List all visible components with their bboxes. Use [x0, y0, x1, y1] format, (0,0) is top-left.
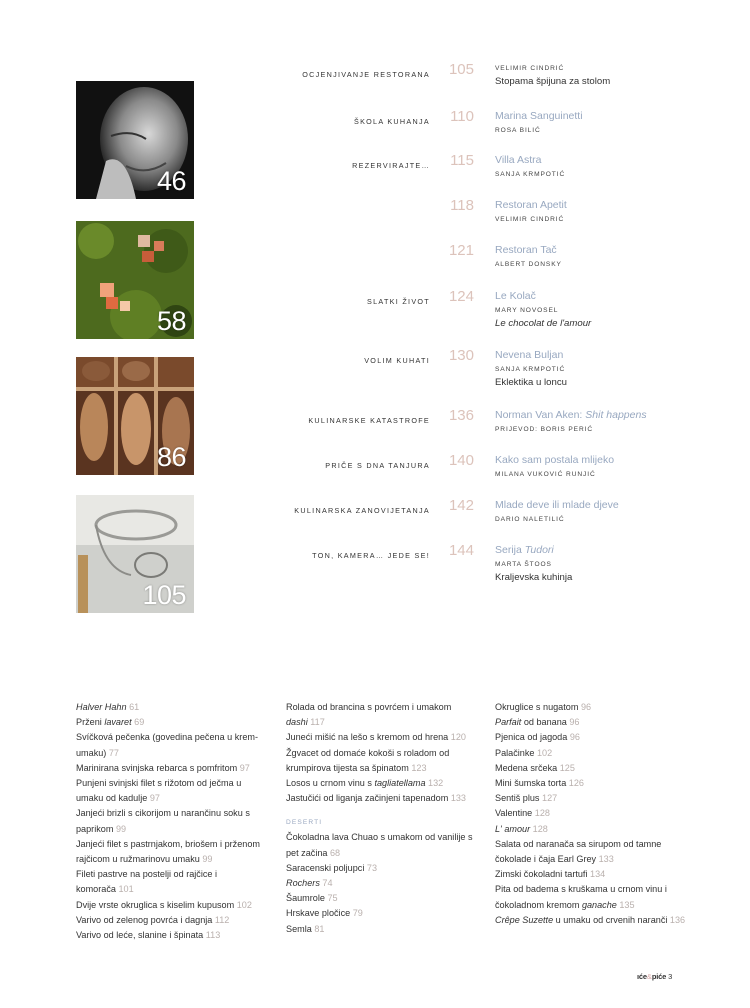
recipe-column-3 [495, 700, 705, 928]
recipe-line[interactable] [76, 791, 276, 806]
recipe-line[interactable] [286, 700, 486, 715]
recipe-line[interactable] [495, 700, 705, 715]
desserts-header: DESERTI [286, 819, 323, 827]
recipe-text: Svíčková pečenka (govedina pečena u krem- [76, 732, 258, 743]
recipe-line[interactable] [495, 776, 705, 791]
recipe-page-number: 77 [108, 747, 119, 758]
recipe-text: Saracenski poljupci [286, 862, 367, 873]
recipe-page-number: 97 [239, 762, 250, 773]
recipe-page-number: 133 [598, 854, 614, 865]
recipe-column-1 [76, 700, 276, 943]
page-number: 142 [448, 497, 474, 514]
recipe-line[interactable] [76, 837, 276, 852]
article-title-italic: Shit happens [585, 409, 647, 421]
contents-entry[interactable] [0, 110, 750, 156]
recipe-text: paprikom [76, 823, 116, 834]
recipe-page-number: 126 [568, 778, 584, 789]
recipe-page-number: 135 [619, 899, 635, 910]
author: ROSA BILIĆ [495, 127, 541, 134]
author: MILANA VUKOVIĆ RUNJIĆ [495, 471, 596, 478]
recipe-line[interactable] [495, 730, 705, 745]
recipe-line[interactable] [76, 715, 276, 730]
recipe-text: umaku od kadulje [76, 793, 150, 804]
recipe-line[interactable] [495, 822, 705, 837]
section-label: VOLIM KUHATI [364, 356, 430, 365]
folio-page-number: 3 [668, 972, 673, 981]
article-title [495, 409, 647, 421]
recipe-text: od banana [521, 717, 570, 728]
brand-name-a: ıće [637, 972, 647, 981]
recipe-text-italic: lavaret [104, 717, 132, 728]
thumb-page-number: 105 [142, 580, 186, 610]
recipe-page-number: 125 [559, 762, 575, 773]
contents-entry[interactable] [0, 499, 750, 545]
recipe-line[interactable] [286, 715, 486, 730]
recipe-text: Pita od badema s kruškama u crnom vinu i [495, 884, 667, 895]
contents-entry[interactable] [0, 63, 750, 109]
page-number: 124 [448, 288, 474, 305]
recipe-line[interactable] [495, 806, 705, 821]
recipe-page-number: 74 [322, 878, 333, 889]
recipe-page-number: 134 [590, 869, 606, 880]
recipe-page-number: 117 [310, 717, 325, 728]
contents-entry[interactable] [0, 154, 750, 200]
recipe-text: Sentiš plus [495, 793, 543, 804]
recipe-line[interactable] [495, 898, 705, 913]
contents-entry[interactable] [0, 349, 750, 395]
recipe-line[interactable] [286, 791, 486, 806]
author: DARIO NALETILIĆ [495, 516, 565, 523]
recipe-page-number: 79 [352, 908, 363, 919]
recipe-line[interactable] [286, 830, 486, 845]
author: SANJA KRMPOTIĆ [495, 366, 566, 373]
recipe-page-number: 128 [532, 823, 548, 834]
recipe-line[interactable] [286, 746, 486, 761]
section-label: KULINARSKA ZANOVIJETANJA [294, 506, 430, 515]
recipe-text: Fileti pastrve na postelji od rajčice i [76, 869, 218, 880]
page-number: 118 [450, 197, 474, 214]
recipe-text: Losos u crnom vinu s [286, 778, 375, 789]
recipe-text: Valentine [495, 808, 535, 819]
section-label: PRIČE S DNA TANJURA [325, 461, 430, 470]
recipe-line[interactable] [76, 700, 276, 715]
recipe-text: pet začina [286, 847, 330, 858]
recipe-text-italic: Rochers [286, 878, 320, 889]
recipe-page-number: 69 [134, 717, 145, 728]
recipe-page-number: 123 [411, 762, 427, 773]
recipe-line[interactable] [495, 882, 705, 897]
recipe-line[interactable] [76, 867, 276, 882]
author: MARY NOVOSEL [495, 307, 559, 314]
recipe-line[interactable] [495, 746, 705, 761]
contents-entry[interactable] [0, 544, 750, 590]
recipe-text-italic: ganache [581, 899, 617, 910]
section-label: ŠKOLA KUHANJA [353, 117, 430, 126]
article-title: Restoran Tač [495, 244, 557, 256]
article-title: Villa Astra [495, 154, 542, 166]
recipe-text-italic: L' amour [495, 823, 531, 834]
recipe-page-number: 128 [534, 808, 550, 819]
recipe-text-italic: Crêpe Suzette [495, 914, 554, 925]
recipe-text: Hrskave pločice [286, 908, 353, 919]
recipe-text: Žgvacet od domaće kokoši s roladom od [286, 747, 450, 758]
recipe-text: Čokoladna lava Chuao s umakom od vanilije s [286, 832, 473, 843]
recipe-text: Zimski čokoladni tartufi [495, 869, 591, 880]
contents-entry[interactable] [0, 454, 750, 500]
thumb-page-number: 58 [156, 306, 186, 336]
page-footer [637, 972, 672, 981]
page-number: 110 [450, 108, 474, 125]
recipe-line[interactable] [495, 852, 705, 867]
recipe-page-number: 132 [428, 778, 444, 789]
contents-entry[interactable] [0, 199, 750, 245]
recipe-text: Mini šumska torta [495, 778, 569, 789]
recipe-list-mains [286, 700, 486, 806]
page-number: 115 [450, 152, 474, 169]
author: PRIJEVOD: BORIS PERIĆ [495, 426, 594, 433]
recipe-line[interactable] [495, 913, 705, 928]
recipe-page-number: 102 [536, 747, 553, 758]
contents-entry[interactable] [0, 244, 750, 290]
recipe-page-number: 136 [669, 914, 686, 925]
recipe-page-number: 96 [580, 702, 592, 712]
recipe-page-number: 127 [542, 793, 558, 804]
recipe-page-number: 73 [366, 862, 378, 873]
recipe-line[interactable] [76, 730, 276, 745]
recipe-page-number: 81 [314, 923, 325, 934]
recipe-text: Šaumrole [286, 893, 328, 904]
recipe-line[interactable] [76, 822, 276, 837]
recipe-line[interactable] [76, 898, 276, 913]
recipe-text: Punjeni svinjski filet s rižotom od ječma u [76, 778, 242, 789]
recipe-text: Palačinke [495, 747, 537, 758]
recipe-text: Okruglice s nugatom [495, 702, 581, 712]
recipe-page-number: 120 [450, 732, 466, 743]
article-title: Marina Sanguinetti [495, 110, 583, 122]
page-number: 130 [448, 347, 474, 364]
brand-name-b: piće [651, 972, 667, 981]
author: MARTA ŠTOOS [495, 561, 552, 568]
recipe-text: Dvije vrste okruglica s kiselim kupusom [76, 899, 237, 910]
recipe-line[interactable] [76, 882, 276, 897]
recipe-line[interactable] [286, 846, 486, 861]
recipe-text-italic: Halver Hahn [76, 702, 127, 712]
section-label: KULINARSKE KATASTROFE [308, 416, 430, 425]
page-number: 136 [448, 407, 474, 424]
article-subtitle [495, 318, 591, 329]
recipe-page-number: 96 [569, 732, 580, 743]
recipe-line[interactable] [286, 776, 486, 791]
recipe-page-number: 133 [450, 793, 466, 804]
recipe-text: rajčicom u ružmarinovu umaku [76, 854, 203, 865]
recipe-line[interactable] [286, 761, 486, 776]
page-number: 105 [448, 61, 474, 78]
recipe-list-desserts [286, 830, 486, 936]
recipe-line[interactable] [286, 861, 486, 876]
author: VELIMIR CINDRIĆ [495, 216, 565, 223]
recipe-text: Janjeći filet s pastrnjakom, briošem i prženom [76, 838, 260, 849]
article-subtitle: Stopama špijuna za stolom [495, 76, 611, 87]
recipe-line[interactable] [286, 891, 486, 906]
recipe-text: u umaku od crvenih naranči [553, 914, 670, 925]
recipe-line[interactable] [76, 761, 276, 776]
recipe-line[interactable] [286, 922, 486, 937]
recipe-page-number: 68 [329, 847, 341, 858]
recipe-text: Rolada od brancina s povrćem i umakom [286, 702, 452, 712]
recipe-text: umaku) [76, 747, 109, 758]
recipe-page-number: 75 [327, 893, 338, 904]
recipe-text: Janjeći brizli s cikorijom u narančinu soku s [76, 808, 250, 819]
recipe-text: Pjenica od jagoda [495, 732, 570, 743]
recipe-text: čokoladnom kremom [495, 899, 582, 910]
recipe-page-number: 102 [236, 899, 252, 910]
recipe-page-number: 101 [118, 884, 134, 895]
recipe-text: Semla [286, 923, 315, 934]
article-subtitle: Kraljevska kuhinja [495, 572, 573, 583]
recipe-line[interactable] [286, 876, 486, 891]
section-label: REZERVIRAJTE… [352, 161, 430, 170]
article-title: Restoran Apetit [495, 199, 567, 211]
article-subtitle: Eklektika u loncu [495, 377, 567, 388]
article-title-italic: Tudori [524, 544, 554, 556]
recipe-text: Jastučići od liganja začinjeni tapenadom [286, 793, 451, 804]
recipe-line[interactable] [495, 837, 705, 852]
recipe-line[interactable] [76, 746, 276, 761]
article-title: Mlade deve ili mlade djeve [495, 499, 619, 511]
recipe-line[interactable] [286, 730, 486, 745]
recipe-text-italic: dashi [286, 717, 308, 728]
recipe-text-italic: tagliatellama [374, 778, 426, 789]
author: SANJA KRMPOTIĆ [495, 171, 566, 178]
article-title: Kako sam postala mlijeko [495, 454, 615, 466]
recipe-page-number: 96 [569, 717, 580, 728]
section-label: TON, KAMERA… JEDE SE! [312, 551, 430, 560]
recipe-text: Prženi [76, 717, 105, 728]
recipe-page-number: 99 [202, 854, 213, 865]
article-title [495, 544, 554, 556]
brand-ampersand: & [646, 972, 652, 981]
section-label: OCJENJIVANJE RESTORANA [302, 70, 430, 79]
article-title: Nevena Buljan [495, 349, 564, 361]
recipe-line[interactable] [286, 906, 486, 921]
page-number: 144 [448, 542, 474, 559]
author: VELIMIR CINDRIĆ [495, 65, 565, 72]
recipe-text: Medena srčeka [495, 762, 560, 773]
page-number: 121 [448, 242, 474, 259]
recipe-line[interactable] [76, 852, 276, 867]
page-number: 140 [448, 452, 474, 469]
recipe-page-number: 99 [115, 823, 127, 834]
recipe-page-number: 112 [214, 914, 230, 925]
recipe-text: čokolade i čaja Earl Grey [495, 854, 599, 865]
contents-entry[interactable] [0, 290, 750, 336]
recipe-text: Varivo od zelenog povrća i dagnja [76, 914, 215, 925]
recipe-line[interactable] [495, 867, 705, 882]
contents-entry[interactable] [0, 409, 750, 455]
recipe-line[interactable] [76, 928, 276, 943]
section-label: SLATKI ŽIVOT [367, 297, 430, 306]
article-title-plain: Norman Van Aken: [495, 409, 586, 421]
article-title: Le Kolač [495, 290, 536, 302]
thumb-page-number: 86 [156, 442, 186, 472]
recipe-text: komorača [76, 884, 119, 895]
recipe-text: Salata od naranača sa sirupom od tamne [495, 838, 662, 849]
recipe-text: Juneći mišić na lešo s kremom od hrena [286, 732, 451, 743]
thumb-page-number: 46 [156, 166, 186, 196]
article-title-plain: Serija [495, 544, 525, 556]
recipe-page-number: 97 [149, 793, 160, 804]
recipe-line[interactable] [495, 715, 705, 730]
recipe-line[interactable] [495, 761, 705, 776]
recipe-line[interactable] [76, 806, 276, 821]
recipe-line[interactable] [495, 791, 705, 806]
recipe-text: Marinirana svinjska rebarca s pomfritom [76, 762, 240, 773]
recipe-page-number: 113 [205, 930, 221, 941]
recipe-line[interactable] [76, 776, 276, 791]
recipe-text: krumpirova tijesta sa špinatom [286, 762, 412, 773]
recipe-line[interactable] [76, 913, 276, 928]
recipe-page-number: 61 [129, 702, 140, 712]
recipe-text-italic: Parfait [495, 717, 522, 728]
article-subtitle-italic: Le chocolat de l'amour [495, 318, 592, 329]
recipe-column-2 [286, 700, 486, 937]
recipe-text: Varivo od leće, slanine i špinata [76, 930, 206, 941]
author: ALBERT DONSKY [495, 261, 562, 268]
